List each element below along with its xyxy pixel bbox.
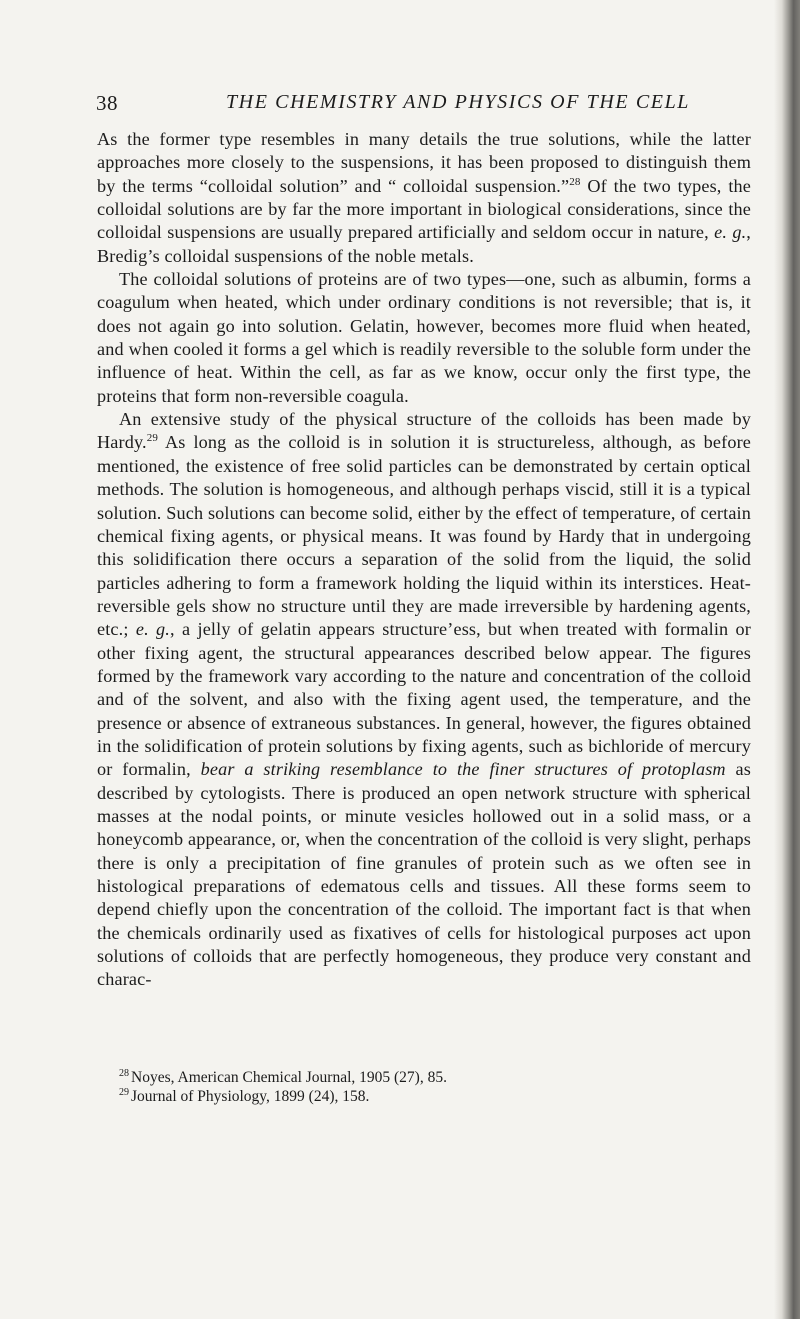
paragraph-3-text-c: , a jelly of gelatin appears structure’ess, but when treated with formalin or other fixing agent, the structural appearances described below appear. The figures formed by the framework vary according to the nature and concentration of the colloid and of the solvent, and also with the fixing agent used, the temperature, and the presence or absence of extraneous substances. In general, however, the figures obtained in the solidification of protein solutions by fixing agents, such as bichloride of mercury or formalin, [97,619,752,780]
paragraph-3-emphasis: bear a striking resemblance to the finer structures of protoplasm [200,759,726,780]
paragraph-3-eg: e. g. [135,619,170,640]
footnote-mark: 29 [119,1086,129,1098]
page-number: 38 [96,91,118,115]
paragraph-1 [97,128,751,268]
page-header [96,91,796,121]
footnote-ref-28: 28 [569,175,581,188]
footnote-28 [119,1068,759,1087]
page-binding-shadow [774,0,800,1319]
footnote-29 [119,1087,759,1106]
paragraph-2: The colloidal solutions of proteins are of two types—one, such as albumin, forms a coagulum when heated, which under ordinary conditions is not reversible; that is, it does not again go into solution. Gelatin, however, becomes more fluid when heated, and when cooled it forms a gel which is readily reversible to the soluble form under the influence of heat. Within the cell, as far as we know, occur only the first type, the proteins that form non-reversible coagula. [97,269,751,406]
paragraph-1-text-b: Of the two types, the colloidal solutions are by far the more important in biological considerations, since the colloidal suspensions are usually prepared artificially and seldom occur in nature, [97,175,751,243]
body-text [97,128,751,992]
paragraph-1-text-a: As the former type resembles in many details the true solutions, while the latter approaches more closely to the suspensions, it has been proposed to distinguish them by the terms “colloidal solution” and “ colloidal suspension.” [97,129,751,196]
footnote-mark: 28 [119,1067,129,1079]
paragraph-1-eg: e. g. [714,222,747,243]
footnote-ref-29: 29 [146,432,159,445]
paragraph-3-text-a: An extensive study of the physical structure of the colloids has been made by Hardy. [97,409,751,453]
running-title: THE CHEMISTRY AND PHYSICS OF THE CELL [225,91,691,113]
footnote-text: Noyes, American Chemical Journal, 1905 (27), 85. [131,1069,447,1086]
footnotes [119,1068,759,1106]
paragraph-1-text-c: , Bredig’s colloidal suspensions of the noble metals. [97,222,751,266]
footnote-text: Journal of Physiology, 1899 (24), 158. [131,1088,370,1105]
paragraph-3 [97,408,751,992]
paragraph-3-text-b: As long as the colloid is in solution it is structureless, although, as before mentioned, the existence of free solid particles can be demonstrated by certain optical methods. The solution is homogeneous, and although perhaps viscid, still it is a typical solution. Such solutions can become solid, either by the effect of temperature, of certain chemical fixing agents, or physical means. It was found by Hardy that in undergoing this solidification there occurs a separation of the solid from the liquid, the solid particles adhering to form a framework holding the liquid within its interstices. Heat-reversible gels show no structure until they are made irreversible by hardening agents, etc.; [97,432,751,640]
paragraph-3-text-d: as described by cytologists. There is produced an open network structure with spherical masses at the nodal points, or minute vesicles hollowed out in a solid mass, or a honeycomb appearance, or, when the concentration of the colloid is very slight, perhaps there is only a precipitation of fine granules of protein such as we often see in histological preparations of edematous cells and tissues. All these forms seem to depend chiefly upon the concentration of the colloid. The important fact is that when the chemicals ordinarily used as fixatives of cells for histological purposes act upon solutions of colloids that are perfectly homogeneous, they produce very constant and charac- [97,759,752,990]
